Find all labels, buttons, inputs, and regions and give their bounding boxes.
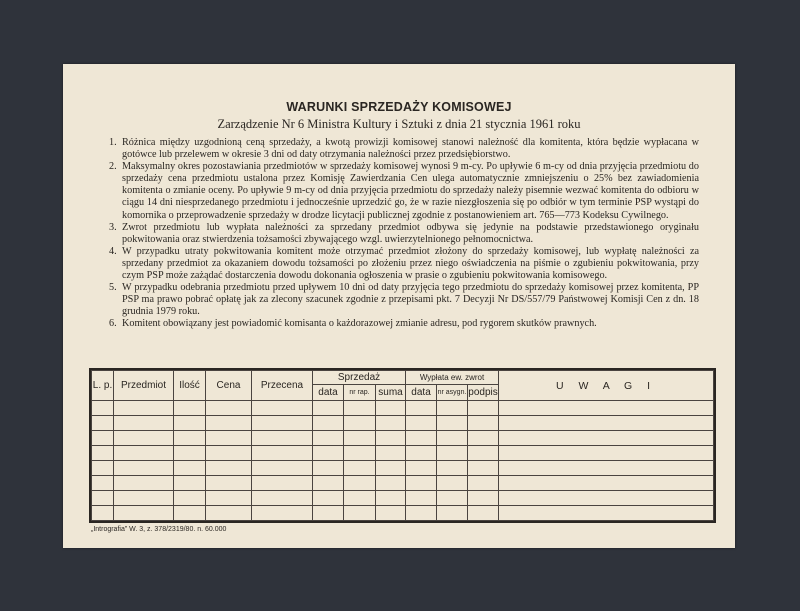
rule-number: 3. (109, 221, 117, 233)
rule-text: W przypadku odebrania przedmiotu przed upływem 10 dni od daty przyjęcia tego przedmiotu do sprzedaży komisowej przez komitenta, PP PSP ma prawo pobrać opłatę jak za zlecony szacunek zgodnie z przepisami pkt. 7 Decyzji Nr DS/557/79 Państwowej Komisji Cen z dn. 18 grudnia 1979 roku. (122, 282, 699, 318)
table-cell (114, 446, 174, 461)
table-cell (92, 431, 114, 446)
table-cell (376, 461, 406, 476)
table-cell (344, 431, 376, 446)
table-cell (437, 506, 468, 521)
table-cell (114, 461, 174, 476)
table-cell (468, 491, 499, 506)
table-cell (174, 506, 206, 521)
header-sprzedaz: Sprzedaż (313, 371, 406, 385)
document-page (63, 64, 735, 548)
table-cell (114, 491, 174, 506)
table-cell (406, 461, 437, 476)
rule-text: Różnica między uzgodnioną ceną sprzedaży, a kwotą prowizji komisowej stanowi należność dla komitenta, która będzie wypłacana w gotówce lub przelewem w okresie 3 dni od daty otrzymania należności przez przedsiębiorstwo. (122, 137, 699, 161)
table-cell (437, 491, 468, 506)
table-cell (499, 491, 714, 506)
table-cell (437, 416, 468, 431)
table-cell (174, 416, 206, 431)
table-cell (499, 476, 714, 491)
table-cell (252, 461, 313, 476)
table-cell (174, 476, 206, 491)
table-cell (406, 431, 437, 446)
table-cell (406, 446, 437, 461)
table-cell (376, 401, 406, 416)
table-cell (376, 431, 406, 446)
table-cell (313, 416, 344, 431)
table-cell (252, 431, 313, 446)
table-cell (92, 446, 114, 461)
record-table-frame (89, 368, 716, 523)
table-cell (376, 476, 406, 491)
table-cell (344, 491, 376, 506)
table-cell (252, 506, 313, 521)
table-cell (499, 401, 714, 416)
table-cell (376, 416, 406, 431)
table-cell (174, 431, 206, 446)
rule-text: W przypadku utraty pokwitowania komitent może otrzymać przedmiot złożony do sprzedaży komisowej, lub wypłatę należności za sprzedany przedmiot za okazaniem dowodu tożsamości po złożeniu przez niego oświadczenia na piśmie o zgubieniu pokwitowania, przy czym PSP może zażądać dostarczenia dowodu dokonania ogłoszenia w prasie o zgubieniu pokwitowania komisowego. (122, 245, 699, 282)
table-row (92, 401, 714, 416)
table-cell (376, 506, 406, 521)
table-row (92, 461, 714, 476)
header-nr-asygn: nr asygn. (437, 385, 468, 401)
rule-item (109, 282, 699, 318)
table-cell (406, 416, 437, 431)
table-cell (406, 401, 437, 416)
header-uwagi: U W A G I (499, 371, 714, 401)
table-cell (468, 476, 499, 491)
table-cell (499, 446, 714, 461)
table-row (92, 446, 714, 461)
table-cell (206, 431, 252, 446)
table-cell (313, 461, 344, 476)
table-cell (114, 401, 174, 416)
record-table (91, 370, 714, 521)
table-cell (499, 416, 714, 431)
rule-text: Komitent obowiązany jest powiadomić komisanta o każdorazowej zmianie adresu, pod rygorem skutków prawnych. (122, 318, 597, 330)
table-cell (313, 476, 344, 491)
table-row (92, 476, 714, 491)
table-cell (252, 446, 313, 461)
table-cell (499, 431, 714, 446)
table-cell (114, 476, 174, 491)
table-cell (92, 491, 114, 506)
document-title: WARUNKI SPRZEDAŻY KOMISOWEJ (286, 100, 512, 114)
rule-number: 4. (109, 245, 117, 257)
header-przecena: Przecena (252, 371, 313, 401)
table-body (92, 401, 714, 521)
header-podpis: podpis (468, 385, 499, 401)
rule-item (109, 222, 699, 246)
rule-item (109, 137, 699, 161)
table-cell (344, 446, 376, 461)
table-cell (206, 506, 252, 521)
table-cell (252, 491, 313, 506)
table-cell (437, 431, 468, 446)
table-cell (206, 461, 252, 476)
header-cena: Cena (206, 371, 252, 401)
table-cell (499, 461, 714, 476)
table-cell (344, 401, 376, 416)
header-suma: suma (376, 385, 406, 401)
table-cell (344, 461, 376, 476)
table-cell (114, 416, 174, 431)
table-cell (468, 431, 499, 446)
table-cell (437, 461, 468, 476)
header-przedmiot: Przedmiot (114, 371, 174, 401)
header-nr-rap: nr rap. (344, 385, 376, 401)
table-cell (252, 416, 313, 431)
table-cell (468, 506, 499, 521)
table-cell (92, 416, 114, 431)
table-cell (468, 416, 499, 431)
table-cell (206, 476, 252, 491)
table-cell (252, 476, 313, 491)
table-cell (468, 461, 499, 476)
table-cell (344, 476, 376, 491)
table-cell (313, 431, 344, 446)
table-cell (344, 416, 376, 431)
table-row (92, 506, 714, 521)
table-cell (206, 446, 252, 461)
header-wyplata: Wypłata ew. zwrot (406, 371, 499, 385)
table-cell (174, 446, 206, 461)
rule-number: 1. (109, 137, 117, 148)
rule-number: 5. (109, 282, 117, 294)
rule-number: 2. (109, 161, 117, 173)
table-cell (313, 446, 344, 461)
table-cell (206, 401, 252, 416)
table-cell (468, 401, 499, 416)
rule-number: 6. (109, 318, 117, 330)
table-cell (114, 506, 174, 521)
printer-imprint: „Intrografia” W. 3, z. 378/2319/80. n. 60.000 (91, 526, 227, 533)
table-row (92, 491, 714, 506)
table-cell (406, 476, 437, 491)
table-cell (406, 491, 437, 506)
table-cell (344, 506, 376, 521)
table-row (92, 431, 714, 446)
table-cell (174, 491, 206, 506)
table-cell (437, 476, 468, 491)
table-cell (114, 431, 174, 446)
table-cell (313, 491, 344, 506)
rule-text: Maksymalny okres pozostawiania przedmiotów w sprzedaży komisowej wynosi 9 m-cy. Po upływie 6 m-cy od dnia przyjęcia przedmiotu do sprzedaży cena przedmiotu ustalona przez Komisję Zawierdzania Cen ulega automatycznie zmniejszeniu o 25% bez zawiadomienia komitenta o zmianie oceny. Po upływie 9 m-cy od dnia przyjęcia przedmiotu do sprzedaży należy pisemnie wezwać komitenta do odbioru w ciągu 14 dni niesprzedanego przedmiotu i jednocześnie uprzedzić go, że w razie niezgłoszenia się po odbiór w tym terminie PSP wystąpi do komornika o przeprowadzenie sprzedaży w drodze licytacji publicznej zgodnie z postanowieniem art. 765—773 Kodeksu Cywilnego. (122, 161, 699, 221)
table-cell (313, 401, 344, 416)
table-row (92, 416, 714, 431)
table-cell (437, 401, 468, 416)
table-cell (499, 506, 714, 521)
table-cell (174, 401, 206, 416)
table-cell (468, 446, 499, 461)
table-cell (174, 461, 206, 476)
header-wyplata-data: data (406, 385, 437, 401)
rule-text: Zwrot przedmiotu lub wypłata należności za sprzedany przedmiot odbywa się jedynie na podstawie przedstawionego oryginału pokwitowania oraz stwierdzenia tożsamości zbywającego wzgl. uwierzytelnionego pełnomocnictwa. (122, 221, 699, 245)
table-cell (406, 506, 437, 521)
rules-list (109, 137, 699, 331)
rule-item (109, 161, 699, 221)
table-cell (206, 416, 252, 431)
header-lp: L. p. (92, 371, 114, 401)
table-cell (92, 401, 114, 416)
table-cell (313, 506, 344, 521)
table-cell (376, 491, 406, 506)
header-ilosc: Ilość (174, 371, 206, 401)
table-cell (376, 446, 406, 461)
rule-item (109, 246, 699, 282)
header-sprzedaz-data: data (313, 385, 344, 401)
rule-item (109, 318, 699, 330)
table-cell (92, 461, 114, 476)
table-cell (92, 476, 114, 491)
table-cell (437, 446, 468, 461)
table-cell (206, 491, 252, 506)
table-cell (92, 506, 114, 521)
table-cell (252, 401, 313, 416)
document-subtitle: Zarządzenie Nr 6 Ministra Kultury i Sztuki z dnia 21 stycznia 1961 roku (217, 117, 581, 131)
